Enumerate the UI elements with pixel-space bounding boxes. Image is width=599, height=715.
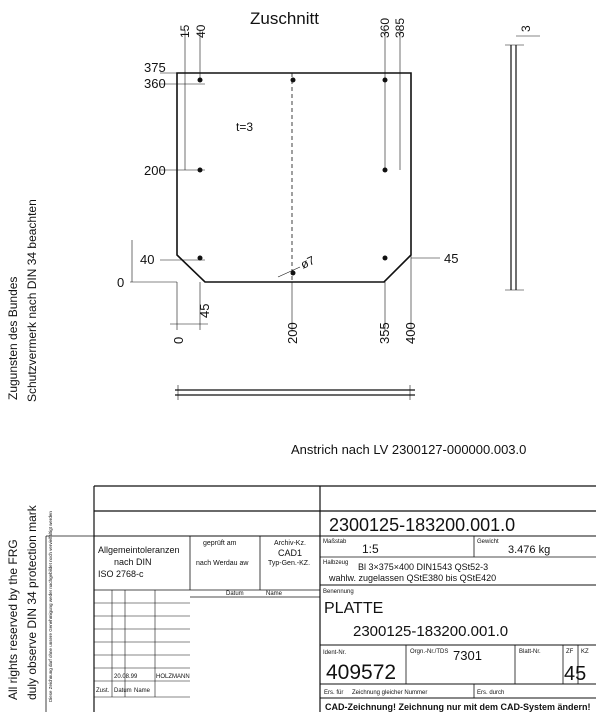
typegen-label: Typ-Gen.-KZ. [268, 560, 311, 567]
designation-label: Benennung [323, 589, 354, 595]
sheet-label: Blatt-Nr. [519, 649, 541, 655]
same-number-label: Zeichnung gleicher Nummer [352, 690, 428, 696]
top-dim-40: 40 [194, 24, 208, 38]
scale-value: 1:5 [362, 542, 379, 556]
cad-note: CAD-Zeichnung! Zeichnung nur mit dem CAD-System ändern! [325, 702, 591, 712]
side-note-line4: duly observe DIN 34 protection mark [25, 505, 39, 700]
ident-value: 409572 [326, 661, 397, 684]
plate-outline [177, 73, 411, 282]
date-value: 20.08.99 [114, 674, 138, 680]
side-note-line1: Zugunsten des Bundes [6, 276, 20, 400]
zf-label: ZF [566, 649, 574, 655]
tolerances-value: ISO 2768-c [98, 569, 144, 579]
org-value: 7301 [453, 648, 482, 663]
bottom-view [175, 385, 415, 400]
side-note-line3: All rights reserved by the FRG [6, 539, 20, 700]
bottom-dim-200: 200 [285, 322, 300, 344]
top-dimension-lines [185, 30, 400, 170]
left-dimension-lines [130, 73, 205, 282]
replaces-label: Ers. für [324, 690, 344, 696]
designation-name: PLATTE [324, 600, 384, 617]
archive-value: CAD1 [278, 548, 303, 558]
material-line1: Bl 3×375×400 DIN1543 QSt52-3 [358, 562, 489, 572]
name-label: Name [134, 688, 151, 694]
tolerances-norm: nach DIN [114, 557, 152, 567]
material-label: Halbzeug [323, 560, 349, 566]
drawing-title: Zuschnitt [250, 9, 319, 28]
hole-markers [198, 78, 388, 276]
ident-label: Ident-Nr. [323, 650, 347, 656]
side-note-line2: Schutzvermerk nach DIN 34 beachten [25, 199, 39, 402]
left-dim-375: 375 [144, 60, 166, 75]
name-value: HOLZMANN [156, 674, 190, 680]
hole-leader [278, 267, 300, 277]
legal-text: Diese Zeichnung darf ohne unsere Genehmigung weder nachgebildet noch vervielfältigt werden [48, 511, 53, 702]
zf-value: 45 [564, 663, 587, 685]
bottom-dim-0: 0 [171, 336, 186, 344]
thickness-label: t=3 [236, 120, 254, 134]
drawing-number: 2300125-183200.001.0 [329, 515, 516, 535]
name-column-label: Name [266, 591, 283, 597]
checked-label: geprüft am [203, 540, 237, 547]
designation-number: 2300125-183200.001.0 [353, 623, 509, 640]
status-label: Zust. [96, 688, 110, 694]
bottom-dim-355: 355 [377, 322, 392, 344]
left-dim-40: 40 [140, 252, 155, 267]
left-dim-200: 200 [144, 163, 166, 178]
weight-value: 3.476 kg [508, 544, 551, 556]
archive-label: Archiv-Kz. [274, 540, 306, 547]
hole-diameter-label: ø7 [298, 253, 317, 272]
side-thickness-label: 3 [519, 25, 533, 32]
scale-label: Maßstab [323, 539, 347, 545]
side-view [505, 36, 540, 290]
top-dim-15: 15 [178, 24, 192, 38]
top-dim-385: 385 [393, 17, 407, 38]
top-dim-360: 360 [378, 17, 392, 38]
left-dim-0: 0 [117, 275, 125, 290]
date-label: Datum [114, 688, 132, 694]
tolerances-label: Allgemeintoleranzen [98, 545, 180, 555]
org-label: Orgn.-Nr./TDS [410, 649, 449, 655]
replaced-by-label: Ers. durch [477, 690, 505, 696]
bottom-dim-400: 400 [403, 322, 418, 344]
bottom-dim-45: 45 [197, 303, 212, 318]
left-dim-360: 360 [144, 76, 166, 91]
paint-note: Anstrich nach LV 2300127-000000.003.0 [291, 442, 527, 457]
chamfer-label: 45 [444, 251, 459, 266]
checked-value: nach Werdau aw [196, 560, 249, 567]
kz-label: KZ [581, 649, 589, 655]
weight-label: Gewicht [477, 539, 499, 545]
material-line2: wahlw. zugelassen QStE380 bis QStE420 [329, 573, 497, 583]
date-column-label: Datum [226, 591, 244, 597]
